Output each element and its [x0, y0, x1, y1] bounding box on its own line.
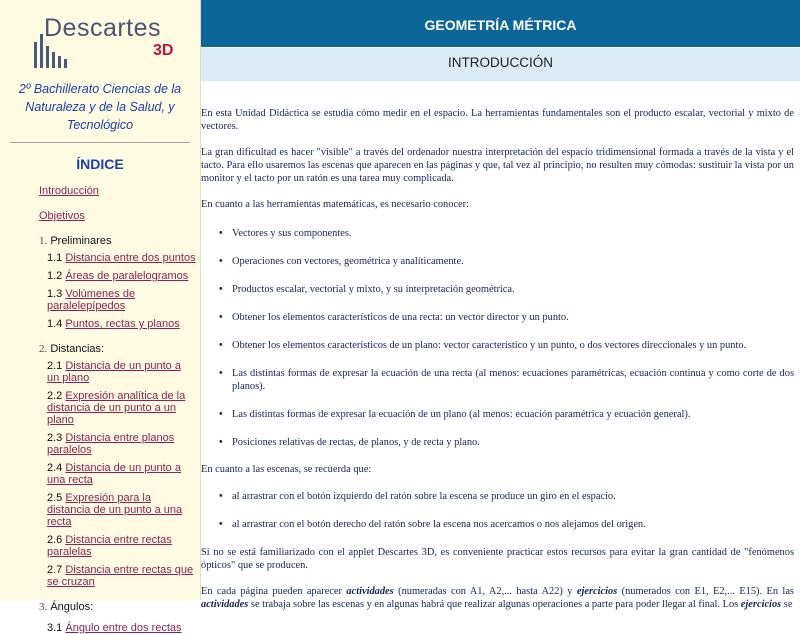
divider — [10, 142, 190, 143]
nav-link-2-1[interactable]: Distancia de un punto a un plano — [47, 360, 181, 384]
nav-item-1-4 — [0, 318, 200, 330]
logo-badge: 3D — [153, 42, 174, 59]
section-title: Distancias: — [50, 343, 105, 355]
paragraph: En cuanto a las escenas, se recuerda que: — [201, 464, 372, 475]
section-1 — [0, 234, 200, 248]
nav-item-2-4 — [0, 462, 200, 486]
section-title: Preliminares — [50, 235, 112, 247]
content-body — [201, 107, 800, 611]
item-number: 2.6 — [47, 534, 63, 546]
nav-link-3-1[interactable]: Ángulo entre dos rectas — [65, 622, 182, 634]
list-item: • Posiciones relativas de rectas, de planos, y de recta y plano. — [201, 436, 794, 449]
nav-item-objetivos — [0, 209, 200, 223]
list-item: • Obtener los elementos característicos de una recta: un vector director y un punto. — [201, 311, 794, 324]
list-item: • Productos escalar, vectorial y mixto, y su interpretación geométrica. — [201, 283, 794, 296]
nav-link-objetivos[interactable]: Objetivos — [39, 210, 85, 222]
paragraph — [201, 585, 794, 611]
item-number: 2.5 — [47, 492, 63, 504]
nav-item-2-6 — [0, 534, 200, 558]
item-number: 1.3 — [47, 288, 63, 300]
section-3 — [0, 600, 200, 614]
item-number: 2.3 — [47, 432, 63, 444]
list-item: • Obtener los elementos característicos de un plano: vector característico y un punto, o dos vectores direccionales y un punto. — [201, 339, 794, 352]
item-number: 2.7 — [47, 564, 63, 576]
emphasis: ejercicios — [576, 586, 618, 597]
page-subtitle: INTRODUCCIÓN — [201, 48, 800, 81]
nav-item-2-3 — [0, 432, 200, 456]
list-item: • al arrastrar con el botón derecho del ratón sobre la escena nos acercamos o nos alejamos del origen. — [201, 518, 794, 531]
section-number: 3. — [39, 601, 48, 613]
item-number: 3.1 — [47, 622, 63, 634]
section-number: 2. — [39, 343, 48, 355]
nav-link-2-3[interactable]: Distancia entre planos paralelos — [47, 432, 175, 456]
nav-link-1-1[interactable]: Distancia entre dos puntos — [65, 252, 196, 264]
nav-link-2-7[interactable]: Distancia entre rectas que se cruzan — [47, 564, 194, 588]
nav-link-2-2[interactable]: Expresión analítica de la distancia de un punto a un plano — [47, 390, 186, 426]
section-2 — [0, 342, 200, 356]
item-number: 2.1 — [47, 360, 63, 372]
nav-link-1-3[interactable]: Volúmenes de paralelepípedos — [47, 288, 136, 312]
sidebar — [0, 0, 201, 634]
list-item: • al arrastrar con el botón izquierdo del ratón sobre la escena se produce un giro en el espacio. — [201, 490, 794, 503]
paragraph: En cuanto a las herramientas matemáticas, es necesario conocer: — [201, 199, 470, 210]
paragraph: La gran dificultad es hacer "visible" a través del ordenador nuestra interpretación del espacio tridimensional formada a través de la vista y el tacto. Para ello usaremos las escenas que aparecen en las páginas y que, tal vez al principio, no resulten muy cómodas: sustituir la vista por un monitor y el tacto por un ratón es una tarea muy complicada. — [201, 147, 794, 184]
item-number: 1.2 — [47, 270, 63, 282]
text: En cada página pueden aparecer — [201, 586, 347, 597]
list-item: • Vectores y sus componentes. — [201, 227, 794, 240]
list-item: • Las distintas formas de expresar la ecuación de una recta (al menos: ecuaciones paramétricas, ecuación continua y como corte de dos planos). — [201, 367, 794, 393]
nav-link-2-6[interactable]: Distancia entre rectas paralelas — [47, 534, 172, 558]
descartes-logo — [0, 0, 200, 78]
logo-word: Descartes — [44, 14, 162, 42]
index-title: ÍNDICE — [76, 156, 124, 172]
nav-link-2-4[interactable]: Distancia de un punto a una recta — [47, 462, 181, 486]
list-item: • Las distintas formas de expresar la ecuación de un plano (al menos: ecuación paramétrica y ecuación general). — [201, 408, 794, 421]
section-number: 1. — [39, 235, 48, 247]
nav-link-1-2[interactable]: Áreas de paralelogramos — [65, 270, 189, 282]
emphasis: actividades — [346, 586, 394, 597]
nav-link-1-4[interactable]: Puntos, rectas y planos — [65, 318, 180, 330]
nav-item-1-1 — [0, 252, 200, 264]
item-number: 2.2 — [47, 390, 63, 402]
tools-list — [201, 227, 794, 449]
text: se trabaja sobre las escenas y en algunas habrá que realizar algunas operaciones a parte para poder llegar al final. Los — [248, 599, 741, 610]
nav-item-2-5 — [0, 492, 200, 528]
main-content — [201, 0, 800, 610]
course-title: 2º Bachillerato Ciencias de la Naturaleza y de la Salud, y Tecnológico — [18, 82, 182, 132]
nav-item-2-1 — [0, 360, 200, 384]
nav-item-3-1 — [0, 622, 200, 634]
nav-item-2-7 — [0, 564, 200, 588]
nav-item-introduccion — [0, 184, 200, 198]
section-title: Ángulos: — [50, 601, 94, 613]
nav-link-2-5[interactable]: Expresión para la distancia de un punto a una recta — [47, 492, 183, 528]
emphasis: actividades — [201, 599, 249, 610]
item-number: 2.4 — [47, 462, 63, 474]
item-number: 1.1 — [47, 252, 63, 264]
paragraph: En esta Unidad Didáctica se estudia cómo medir en el espacio. La herramientas fundamentales son el producto escalar, vectorial y mixto de vectores. — [201, 108, 794, 132]
nav-item-1-2 — [0, 270, 200, 282]
page-title: GEOMETRÍA MÉTRICA — [201, 0, 800, 47]
text: (numerados con E1, E2,... E15). En las — [617, 586, 794, 597]
text: se — [781, 599, 793, 610]
text: (numeradas con A1, A2,... hasta A22) y — [393, 586, 577, 597]
emphasis: ejercicios — [740, 599, 782, 610]
nav-item-2-2 — [0, 390, 200, 426]
nav-item-1-3 — [0, 288, 200, 312]
scene-list — [201, 490, 794, 531]
nav-link-introduccion[interactable]: Introducción — [39, 185, 99, 197]
paragraph: Si no se está familiarizado con el applet Descartes 3D, es conveniente practicar estos recursos para evitar la gran cantidad de "fenómenos ópticos" que se producen. — [201, 547, 794, 571]
item-number: 1.4 — [47, 318, 63, 330]
list-item: • Operaciones con vectores, geométrica y analíticamente. — [201, 255, 794, 268]
